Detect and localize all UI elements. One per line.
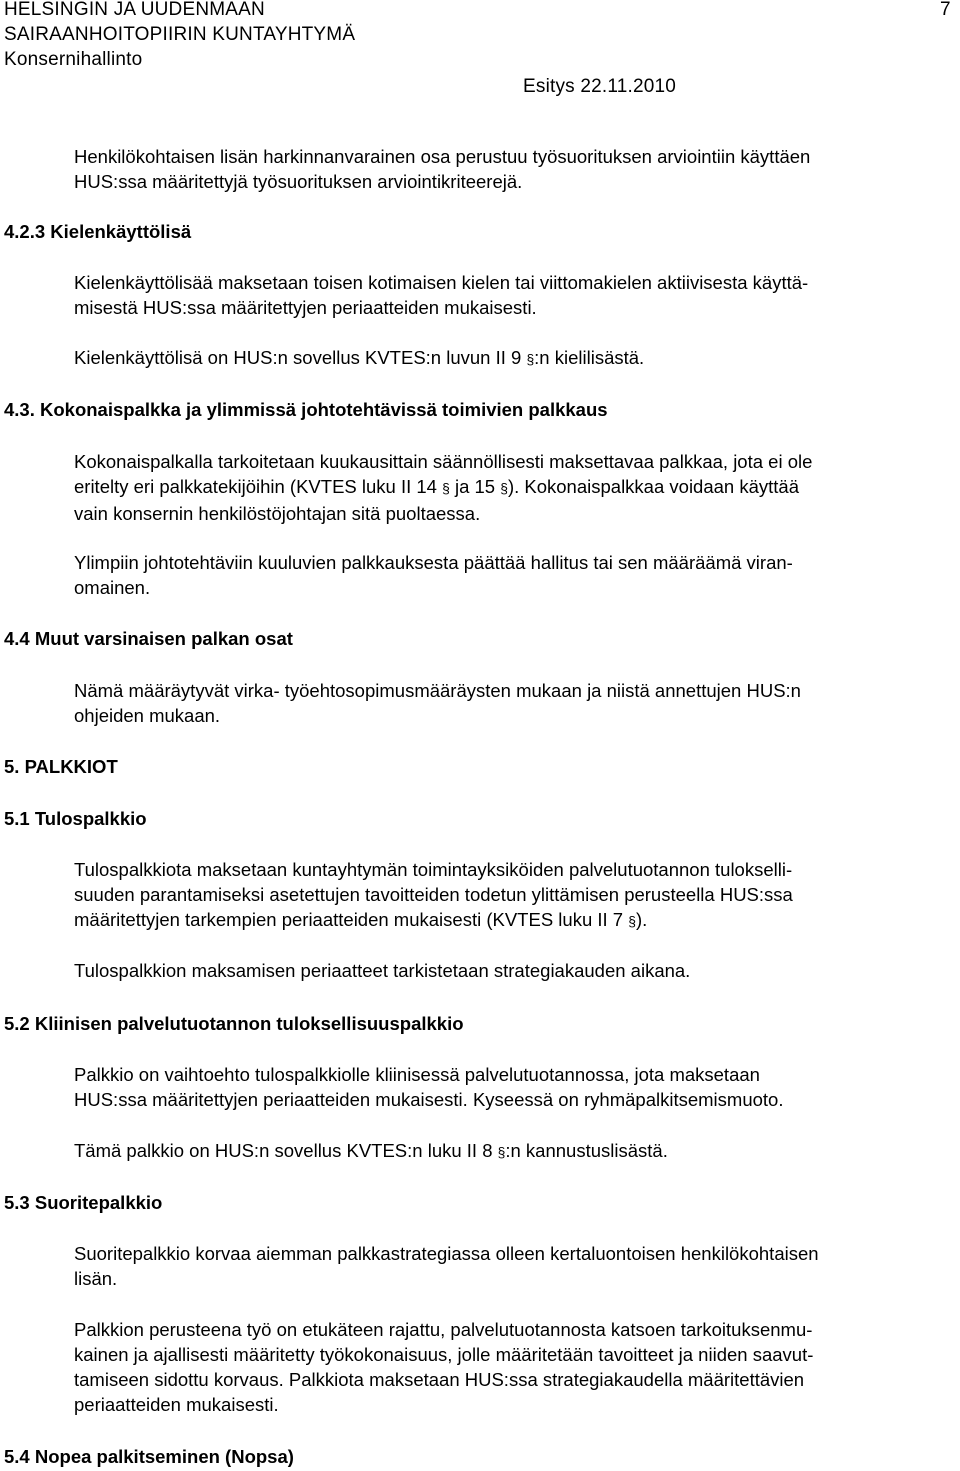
organization-name-line1: HELSINGIN JA UUDENMAAN xyxy=(4,0,265,20)
paragraph-line: Kokonaispalkalla tarkoitetaan kuukausittain säännöllisesti maksettavaa palkkaa, jota ei ole xyxy=(74,451,813,472)
paragraph-line: Palkkion perusteena työ on etukäteen rajattu, palvelutuotannosta katsoen tarkoituksenmu- xyxy=(74,1319,813,1340)
text-run: :n kannustuslisästä. xyxy=(505,1140,668,1161)
section-sign: § xyxy=(500,480,508,496)
section-4-3-paragraph-1 xyxy=(74,449,812,526)
section-5-1-paragraph-2 xyxy=(74,958,690,983)
section-5-3-paragraph-1 xyxy=(74,1241,819,1291)
section-heading-5-2: 5.2 Kliinisen palvelutuotannon tuloksellisuuspalkkio xyxy=(4,1013,464,1034)
section-4-2-3-paragraph-1 xyxy=(74,270,808,320)
section-sign: § xyxy=(526,351,535,367)
text-run: ja 15 xyxy=(449,476,501,497)
text-run: ). Kokonaispalkkaa voidaan käyttää xyxy=(507,476,799,497)
paragraph-line: HUS:ssa määritettyjen periaatteiden mukaisesti. Kyseessä on ryhmäpalkitsemismuoto. xyxy=(74,1089,784,1110)
paragraph-line: Nämä määräytyvät virka- työehtosopimusmääräysten mukaan ja niistä annettujen HUS:n xyxy=(74,680,801,701)
section-heading-4-2-3: 4.2.3 Kielenkäyttölisä xyxy=(4,221,192,242)
paragraph-line: tamiseen sidottu korvaus. Palkkiota maksetaan HUS:ssa strategiakaudella määritettävien xyxy=(74,1369,805,1390)
paragraph-line: Tulospalkkiota maksetaan kuntayhtymän toimintayksiköiden palvelutuotannon tulokselli- xyxy=(74,859,793,880)
paragraph-line: Palkkio on vaihtoehto tulospalkkiolle kliinisessä palvelutuotannossa, jota maksetaan xyxy=(74,1064,760,1085)
paragraph-line: vain konsernin henkilöstöjohtajan sitä puoltaessa. xyxy=(74,503,481,524)
intro-line: Henkilökohtaisen lisän harkinnanvarainen osa perustuu työsuorituksen arviointiin käyttäen xyxy=(74,146,811,167)
intro-paragraph xyxy=(74,144,810,194)
paragraph-line: kainen ja ajallisesti määritetty työkokonaisuus, jolle määritetään tavoitteet ja niiden saavut- xyxy=(74,1344,814,1365)
section-sign: § xyxy=(442,480,450,496)
section-4-4-paragraph-1 xyxy=(74,678,801,728)
section-heading-4-3: 4.3. Kokonaispalkka ja ylimmissä johtotehtävissä toimivien palkkaus xyxy=(4,399,608,420)
paragraph-line: Kielenkäyttölisää maksetaan toisen kotimaisen kielen tai viittomakielen aktiivisesta käyttä- xyxy=(74,272,809,293)
section-heading-5-1: 5.1 Tulospalkkio xyxy=(4,808,147,829)
text-run: ). xyxy=(635,909,648,930)
paragraph-line: Tulospalkkion maksamisen periaatteet tarkistetaan strategiakauden aikana. xyxy=(74,960,691,981)
section-5-2-paragraph-1 xyxy=(74,1062,783,1112)
organization-name-line2: SAIRAANHOITOPIIRIN KUNTAYHTYMÄ xyxy=(4,24,356,45)
section-heading-5-3: 5.3 Suoritepalkkio xyxy=(4,1192,163,1213)
paragraph-line: periaatteiden mukaisesti. xyxy=(74,1394,279,1415)
section-5-2-paragraph-2 xyxy=(74,1138,668,1165)
section-heading-5-4: 5.4 Nopea palkitseminen (Nopsa) xyxy=(4,1446,294,1467)
document-date: Esitys 22.11.2010 xyxy=(523,76,677,97)
section-sign: § xyxy=(497,1144,506,1160)
paragraph-line: omainen. xyxy=(74,577,151,598)
section-sign: § xyxy=(628,913,636,929)
section-heading-5: 5. PALKKIOT xyxy=(4,756,118,777)
text-run: Kielenkäyttölisä on HUS:n sovellus KVTES:n luvun II 9 xyxy=(74,347,527,368)
text-run: Tämä palkkio on HUS:n sovellus KVTES:n luku II 8 xyxy=(74,1140,498,1161)
section-5-1-paragraph-1 xyxy=(74,857,793,934)
paragraph-line: lisän. xyxy=(74,1268,118,1289)
text-run: määritettyjen tarkempien periaatteiden mukaisesti (KVTES luku II 7 xyxy=(74,909,629,930)
page-number: 7 xyxy=(940,0,951,20)
section-4-3-paragraph-2 xyxy=(74,550,793,600)
paragraph-line: ohjeiden mukaan. xyxy=(74,705,221,726)
section-5-3-paragraph-2 xyxy=(74,1317,813,1417)
paragraph-line: Ylimpiin johtotehtäviin kuuluvien palkkauksesta päättää hallitus tai sen määräämä viran- xyxy=(74,552,793,573)
paragraph-line: Suoritepalkkio korvaa aiemman palkkastrategiassa olleen kertaluontoisen henkilökohtaisen xyxy=(74,1243,819,1264)
section-heading-4-4: 4.4 Muut varsinaisen palkan osat xyxy=(4,628,293,649)
paragraph-line: misestä HUS:ssa määritettyjen periaatteiden mukaisesti. xyxy=(74,297,537,318)
text-run: :n kielilisästä. xyxy=(534,347,645,368)
text-run: eritelty eri palkkatekijöihin (KVTES luku II 14 xyxy=(74,476,443,497)
intro-line: HUS:ssa määritettyjä työsuorituksen arviointikriteerejä. xyxy=(74,171,523,192)
paragraph-line: suuden parantamiseksi asetettujen tavoitteiden todetun ylittämisen perusteella HUS:ssa xyxy=(74,884,793,905)
section-4-2-3-paragraph-2 xyxy=(74,345,644,372)
department-name: Konsernihallinto xyxy=(4,49,143,70)
